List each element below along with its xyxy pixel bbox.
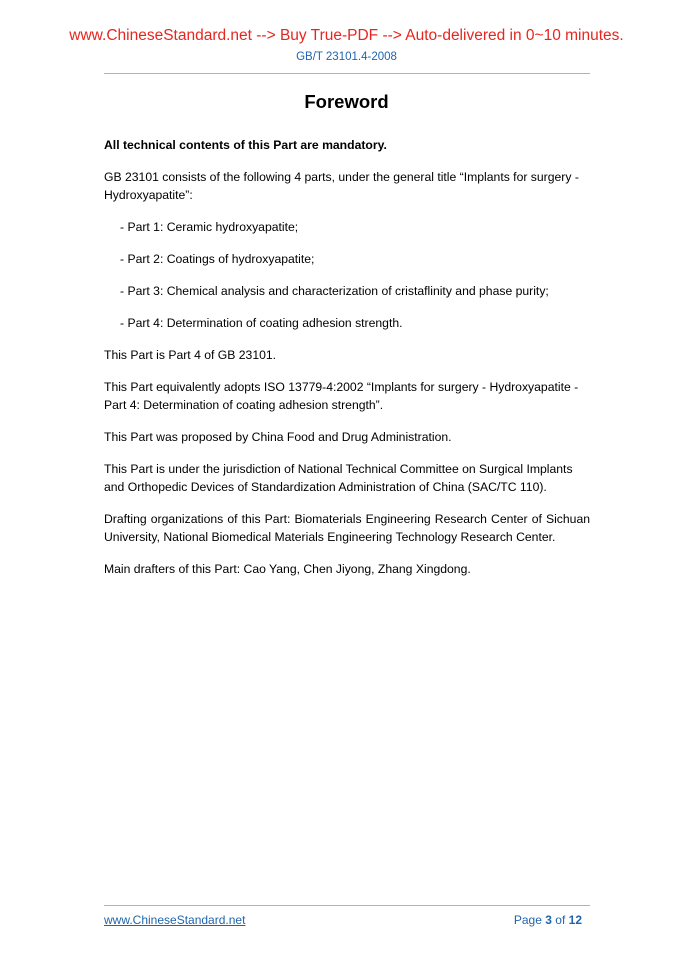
- list-item: - Part 2: Coatings of hydroxyapatite;: [120, 252, 315, 266]
- main-drafters: Main drafters of this Part: Cao Yang, Chen Jiyong, Zhang Xingdong.: [104, 562, 471, 576]
- list-item: - Part 1: Ceramic hydroxyapatite;: [120, 220, 299, 234]
- jurisdiction-statement: This Part is under the jurisdiction of National Technical Committee on Surgical Implants and Orthopedic Devices of Standardization Administration of China (SAC/TC 110).: [104, 462, 573, 494]
- page-title: Foreword: [304, 91, 389, 112]
- parts-intro: GB 23101 consists of the following 4 parts, under the general title “Implants for surgery - Hydroxyapatite”:: [104, 170, 579, 202]
- header-divider: [104, 73, 590, 74]
- purchase-banner[interactable]: www.ChineseStandard.net --> Buy True-PDF --> Auto-delivered in 0~10 minutes.: [69, 27, 624, 44]
- page-of-label: of: [555, 913, 566, 927]
- list-item: - Part 3: Chemical analysis and characterization of cristaflinity and phase purity;: [120, 284, 549, 298]
- page-label: Page: [513, 913, 542, 927]
- mandatory-statement: All technical contents of this Part are mandatory.: [104, 138, 387, 152]
- footer-divider: [104, 905, 590, 906]
- page-current: 3: [545, 913, 552, 927]
- adoption-statement: This Part equivalently adopts ISO 13779-4:2002 “Implants for surgery - Hydroxyapatite - Part 4: Determination of coating adhesion strength”.: [104, 380, 579, 412]
- page-total: 12: [568, 913, 582, 927]
- document-code: GB/T 23101.4-2008: [296, 51, 397, 63]
- drafting-organizations: Drafting organizations of this Part: Biomaterials Engineering Research Center of Sichuan University, National Biomedical Materials Engineering Technology Research Center.: [104, 512, 590, 544]
- footer-website-link[interactable]: www.ChineseStandard.net: [104, 913, 246, 927]
- page-indicator: [514, 913, 582, 927]
- proposer-statement: This Part was proposed by China Food and Drug Administration.: [104, 430, 452, 444]
- foreword-body: [104, 136, 590, 592]
- part-statement: This Part is Part 4 of GB 23101.: [104, 348, 277, 362]
- list-item: - Part 4: Determination of coating adhesion strength.: [120, 316, 403, 330]
